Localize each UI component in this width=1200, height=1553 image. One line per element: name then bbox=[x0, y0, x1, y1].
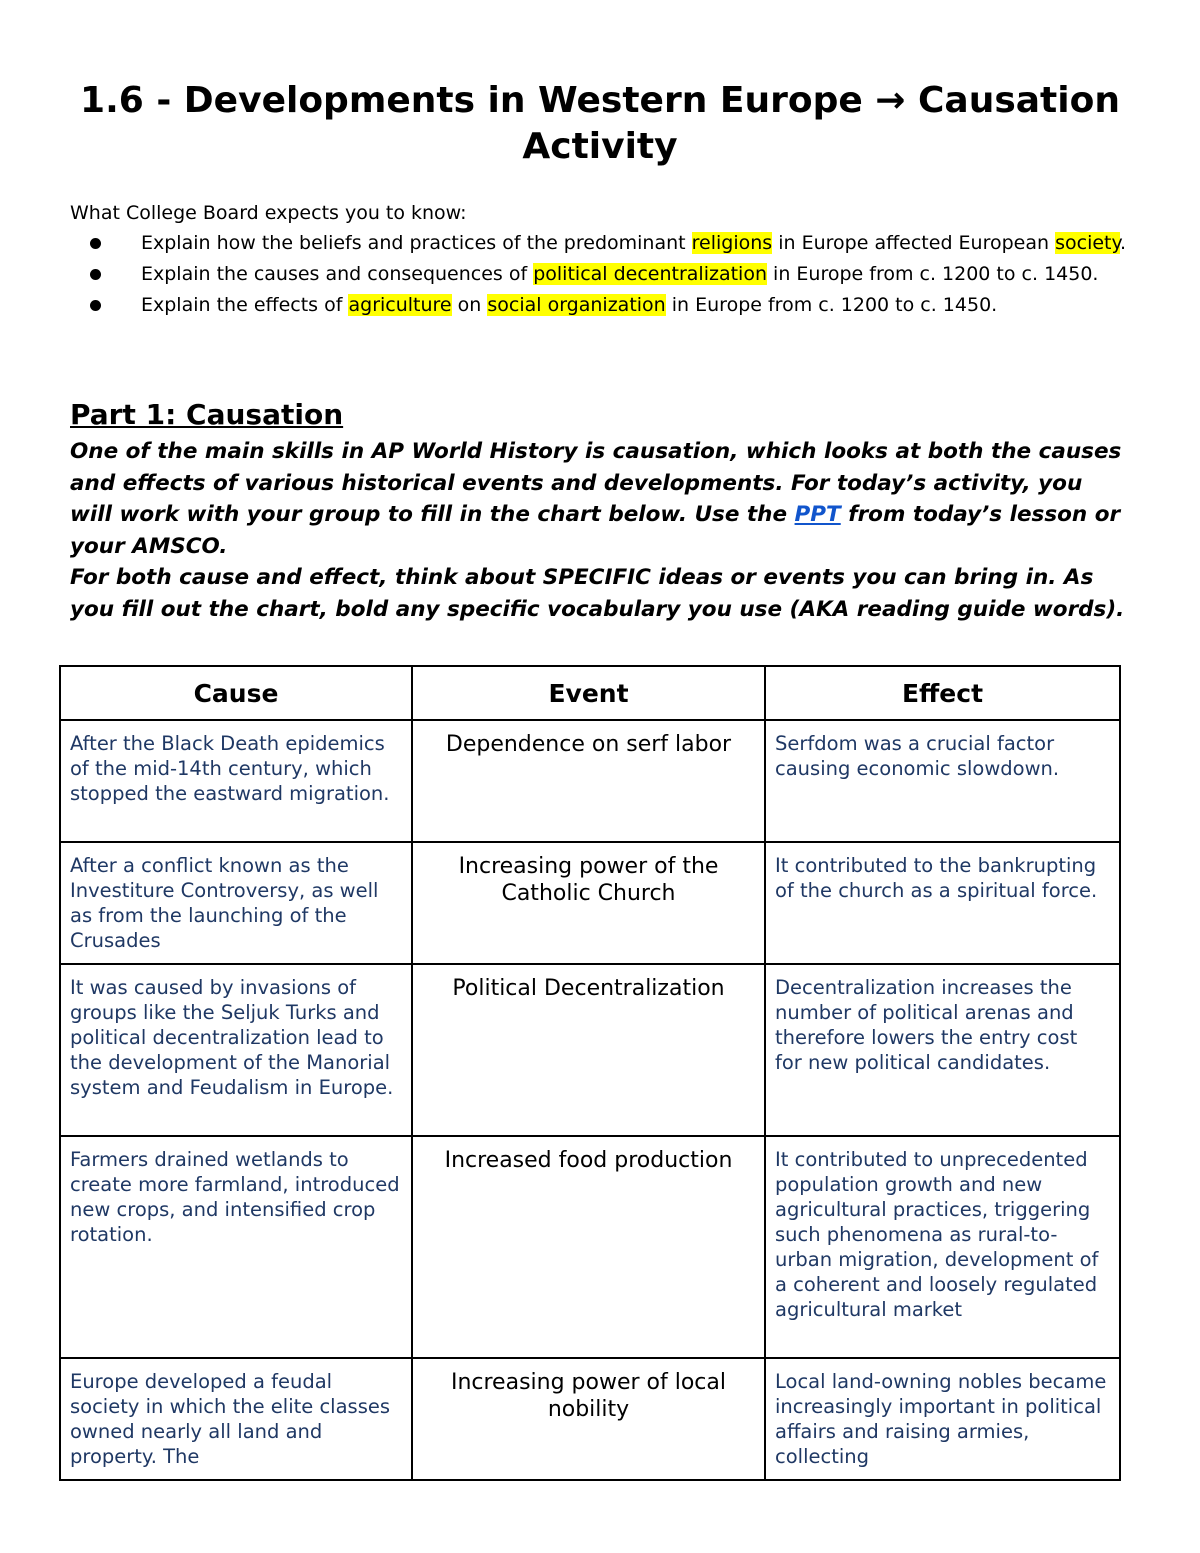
cause-cell[interactable]: Europe developed a feudal society in which the elite classes owned nearly all land and property. The bbox=[60, 1358, 412, 1480]
objective-item: Explain the effects of agriculture on social organization in Europe from c. 1200 to c. 1450. bbox=[70, 292, 1140, 318]
effect-cell[interactable]: Decentralization increases the number of political arenas and therefore lowers the entry cost for new political candidates. bbox=[765, 964, 1120, 1136]
objective-item: Explain the causes and consequences of political decentralization in Europe from c. 1200 to c. 1450. bbox=[70, 261, 1140, 287]
table-row bbox=[60, 1358, 1120, 1480]
page-title: 1.6 - Developments in Western Europe → Causation Activity bbox=[80, 80, 1120, 167]
intro-text bbox=[70, 436, 1130, 625]
effect-cell[interactable]: Local land-owning nobles became increasingly important in political affairs and raising armies, collecting bbox=[765, 1358, 1120, 1480]
highlighted-term: agriculture bbox=[348, 294, 452, 316]
cause-cell[interactable]: After a conflict known as the Investiture Controversy, as well as from the launching of the Crusades bbox=[60, 842, 412, 964]
column-header-cause: Cause bbox=[60, 666, 412, 720]
cause-cell[interactable]: Farmers drained wetlands to create more farmland, introduced new crops, and intensified crop rotation. bbox=[60, 1136, 412, 1358]
event-cell: Increasing power of local nobility bbox=[412, 1358, 765, 1480]
cause-cell[interactable]: After the Black Death epidemics of the mid-14th century, which stopped the eastward migration. bbox=[60, 720, 412, 842]
event-cell: Political Decentralization bbox=[412, 964, 765, 1136]
intro-paragraph: For both cause and effect, think about SPECIFIC ideas or events you can bring in. As you fill out the chart, bold any specific vocabulary you use (AKA reading guide words). bbox=[70, 565, 1125, 622]
cause-cell[interactable]: It was caused by invasions of groups like the Seljuk Turks and political decentralization lead to the development of the Manorial system and Feudalism in Europe. bbox=[60, 964, 412, 1136]
expects-label: What College Board expects you to know: bbox=[70, 202, 467, 224]
highlighted-term: political decentralization bbox=[533, 263, 767, 285]
part-heading: Part 1: Causation bbox=[70, 398, 344, 431]
table-row bbox=[60, 964, 1120, 1136]
bullet-icon bbox=[90, 269, 101, 280]
table-row bbox=[60, 1136, 1120, 1358]
table-header-row bbox=[60, 666, 1120, 720]
event-cell: Increasing power of the Catholic Church bbox=[412, 842, 765, 964]
highlighted-term: religions bbox=[691, 232, 773, 254]
column-header-event: Event bbox=[412, 666, 765, 720]
column-header-effect: Effect bbox=[765, 666, 1120, 720]
bullet-icon bbox=[90, 300, 101, 311]
causation-chart bbox=[59, 665, 1121, 1481]
bullet-icon bbox=[90, 238, 101, 249]
highlighted-term: social organization bbox=[487, 294, 666, 316]
table-row bbox=[60, 842, 1120, 964]
objectives-list bbox=[70, 230, 1140, 323]
effect-cell[interactable]: Serfdom was a crucial factor causing economic slowdown. bbox=[765, 720, 1120, 842]
highlighted-term: society bbox=[1055, 232, 1121, 254]
objective-item: Explain how the beliefs and practices of the predominant religions in Europe affected European society. bbox=[70, 230, 1140, 256]
table-row bbox=[60, 720, 1120, 842]
ppt-link[interactable]: PPT bbox=[794, 502, 841, 527]
event-cell: Increased food production bbox=[412, 1136, 765, 1358]
effect-cell[interactable]: It contributed to unprecedented population growth and new agricultural practices, triggering such phenomena as rural-to-urban migration, development of a coherent and loosely regulated agricultural market bbox=[765, 1136, 1120, 1358]
intro-paragraph: One of the main skills in AP World History is causation, which looks at both the causes and effects of various historical events and developments. For today’s activity, you will work with your group to fill in the chart below. Use the PPT from today’s lesson or your AMSCO. bbox=[70, 439, 1122, 559]
effect-cell[interactable]: It contributed to the bankrupting of the church as a spiritual force. bbox=[765, 842, 1120, 964]
event-cell: Dependence on serf labor bbox=[412, 720, 765, 842]
